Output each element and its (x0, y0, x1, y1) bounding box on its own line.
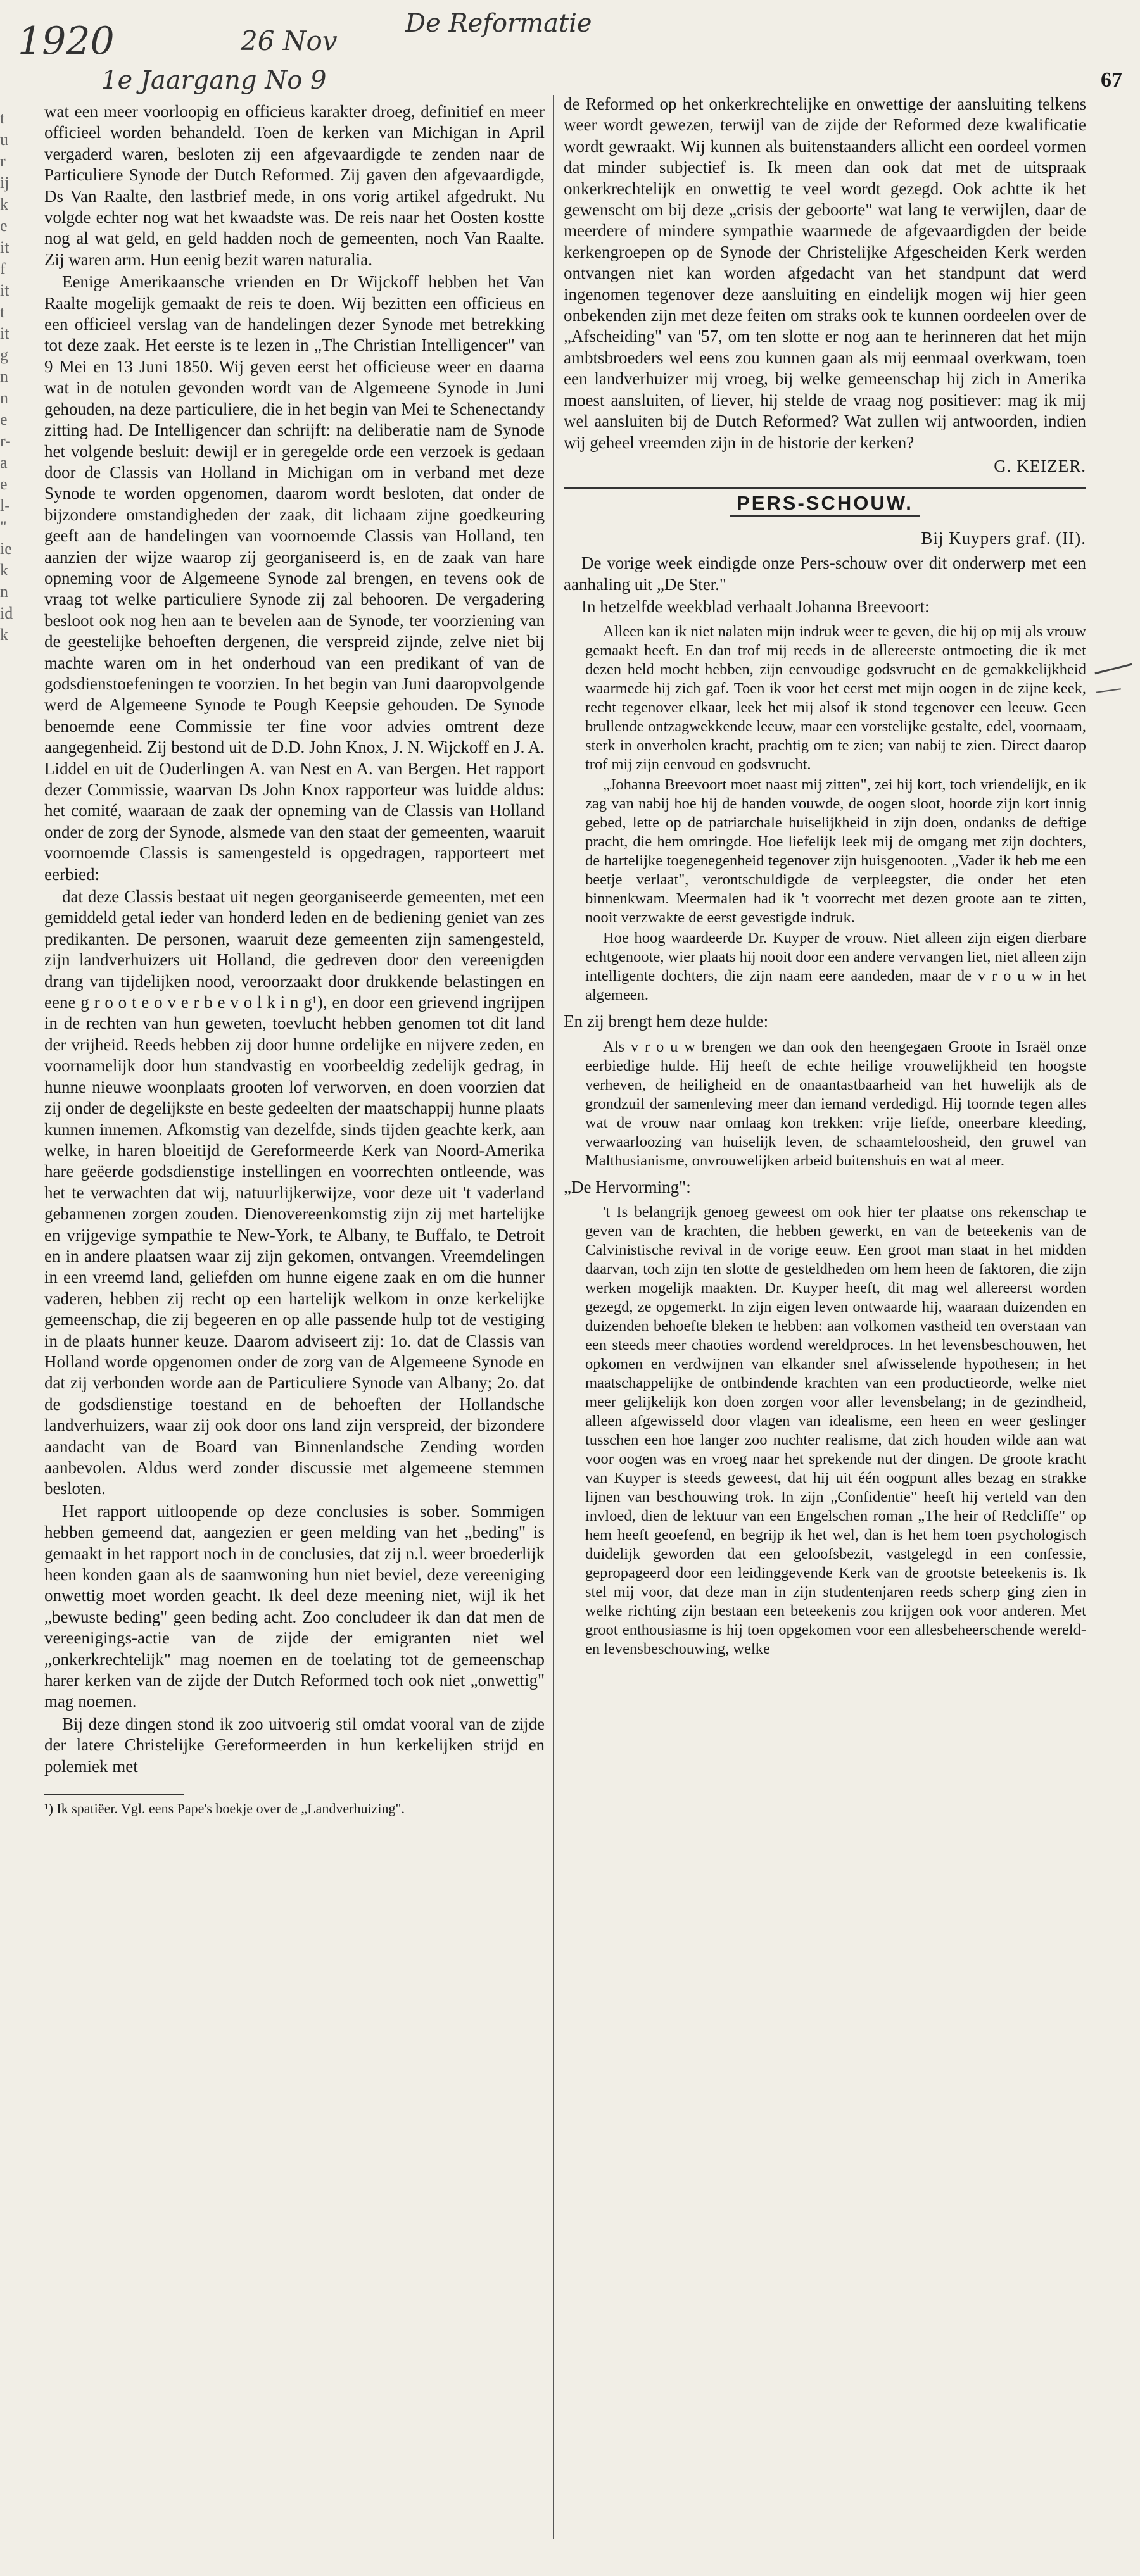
section-divider (564, 487, 1086, 489)
handwritten-date: 26 Nov (241, 25, 338, 56)
footnote-divider (44, 1794, 184, 1795)
left-paragraph: dat deze Classis bestaat uit negen georganiseerde gemeenten, met een gemiddeld getal ieder van honderd leden en de bediening geniet van zes predikanten. De personen, waaruit deze gemeenten zijn samengesteld, zijn landverhuizers uit Holland, die gedreven door den vereenigden drang van tijdelijken nood, veroorzaakt door drukkende belastingen en eene g r o o t e o v e r b e v o l k i n g¹), en door een grievend ingrijpen in de rechten van hun geweten, toevlucht hebben genomen tot dit land der vrijheid. Reeds hebben zij door hunne ordelijke en nijvere zeden, en voornamelijk door hun standvastig en voorbeeldig zedelijk gedrag, in hunne nieuwe woonplaats grooten lof verworven, en doen voorzien dat zij onder de degelijkste en beste gedeelten der maatschappij hunne plaats kunnen innemen. Afkomstig van dezelfde, sinds tijden geachte kerk, aan welke, in haren bloeitijd de Gereformeerde Kerk van Noord-Amerika hare geëerde godsdienstige instellingen en voorrechten ontleende, was het te verwachten dat wij, natuurlijkerwijze, voor deze uit 't vaderland gebannenen zorgen zouden. Dienovereenkomstig zijn zij met hartelijke en vrijgevige sympathie te New-York, te Albany, te Buffalo, te Detroit en in andere plaatsen waar zij zijn gekomen, ontvangen. Vreemdelingen in een vreemd land, geliefden om hunne eigene zaak en om die hunner vaderen, hebben zij recht op een hartelijk welkom in onze kerkelijke gemeenschap, die zij begeeren en op alle passende hulp tot de vestiging in de plaats hunner keuze. Daarom adviseert zij: 1o. dat de Classis van Holland worde opgenomen onder de zorg van de Algemeene Synode en dat zij verbonden worde aan de Particuliere Synode van Albany; 2o. dat de godsdienstige toestand en de behoeften der Hollandsche landverhuizers, waar zij ook door ons land zijn verspreid, der bizondere aandacht van de Board van Binnenlandsche Zending worden aanbevolen. Aldus werd zonder discussie met algemeene stemmen besloten. (44, 887, 545, 1498)
handwritten-mark (1095, 663, 1132, 674)
quote-paragraph: Alleen kan ik niet nalaten mijn indruk weer te geven, die hij op mij als vrouw gemaakt heeft. En dan trof mij reeds in de allereerste ontmoeting die ik met dezen held mocht hebben, zijn eenvoudige godsvrucht en de gemakkelijkheid waarmede hij zich gaf. Toen ik voor het eerst met mijn oogen in de zijne keek, recht tegenover elkaar, leek het mij alsof ik stond tegenover een leeuw. Geen brullende ontzagwekkende leeuw, maar een vorstelijke gestalte, edel, voornaam, sterk in onverholen kracht, prachtig om te zien; van nabij te zien. Direct daarop trof mij zijn eenvoud en godsvrucht. (585, 623, 1086, 774)
intro-paragraph: In hetzelfde weekblad verhaalt Johanna Breevoort: (581, 596, 930, 616)
handwritten-mark (1096, 688, 1121, 693)
right-column (564, 94, 1086, 1665)
handwritten-year: 1920 (18, 19, 115, 63)
quote-hervorming (585, 1203, 1086, 1659)
handwritten-paper-name: De Reformatie (405, 9, 592, 38)
author-signature: G. KEIZER. (994, 456, 1086, 475)
intro-paragraph: De vorige week eindigde onze Pers-schouw over dit onderwerp met een aanhaling uit „De Ster." (564, 553, 1086, 594)
section-title: PERS-SCHOUW. (737, 492, 913, 515)
quote-paragraph: „Johanna Breevoort moet naast mij zitten", zei hij kort, toch vriendelijk, en ik zag van nabij hoe hij de handen vouwde, de oogen sloot, hoorde zijn kort innig gebed, lette op de patriarchale huiselijkheid in zijn doen, ondanks de deftige pracht, die hem omringde. Hoe liefelijk leek mij de omgang met zijn dochters, de hartelijke toegenegenheid tegenover zijn huisgenooten. „Vader ik heb me een beetje verlaat", verontschuldigde de verpleegster, die onder het eten binnenkwam. Meermalen had ik 't voorrecht met dezen groote aan te zitten, nooit verzwakte de eerst gevestigde indruk. (585, 776, 1086, 927)
left-paragraph: wat een meer voorloopig en officieus karakter droeg, definitief en meer officieel worden behandeld. Toen de kerken van Michigan in April vergaderd waren, besloten zij een afgevaardigde te zenden naar de Particuliere Synode der Dutch Reformed. Zij gaven den afgevaardigde, Ds Van Raalte, den lastbrief mede, in ons vorig artikel afgedrukt. Nu volgde echter nog wat het kwaadste was. De reis naar het Oosten kostte nog al wat geld, en geld hadden noch de gemeenten, noch Van Raalte. Zij waren arm. Hun eenig bezit waren naturalia. (44, 102, 545, 269)
article-subtitle: Bij Kuypers graf. (II). (921, 528, 1086, 548)
handwritten-volume: 1e Jaargang No 9 (101, 66, 327, 95)
transition-line: En zij brengt hem deze hulde: (564, 1012, 769, 1031)
quote-paragraph: 't Is belangrijk genoeg geweest om ook hier ter plaatse ons rekenschap te geven van de krachten, die hebben gewerkt, en van de beteekenis van de Calvinistische revival in de vorige eeuw. Een groot man staat in het midden daarvan, toch zijn ten slotte de gesteldheden om hem heen de faktoren, die zijn werken mogelijk maakten. Dr. Kuyper heeft, dit mag wel allereerst worden gezegd, ze opgemerkt. In zijn eigen leven ontwaarde hij, waaraan duizenden en duizenden behoefte bleken te hebben: aan volkomen vastheid ten overstaan van een steeds meer chaoties wordend wereldproces. In het levensbeschouwen, het opkomen en verdwijnen van elkander snel afwisselende hypothesen; in het maatschappelijke de ontbindende krachten van een productieorde, welke niet meer gelijkelijk kon doen zorgen voor aller levensbelang; in de gezindheid, alleen afgewisseld door vlagen van idealisme, een heen en weer geslinger tusschen een hoe langer zoo nuchter realisme, dat zich houden wilde aan wat voor oogen was en vroeg naar het sprekende nut der dingen. De groote kracht van Kuyper is steeds geweest, dat hij uit één oogpunt alles bezag en strakke lijnen van beschouwing trok. In zijn „Confidentie" heeft hij verteld van den invloed, dien de lektuur van een Engelschen roman „The heir of Redcliffe" op hem heeft geoefend, en begrijp ik het wel, dan is het hem toen psychologisch duidelijk geworden dat een geloofsbezit, vastgelegd in een confessie, gepropageerd door een leidinggevende Kerk van de grootste beteekenis is. Ik stel mij voor, dat deze man in zijn studentenjaren reeds scherp ging zien in welke richting zijn bestaan een beteekenis zou krijgen ook voor anderen. Met groot enthousiasme is hij toen opgekomen voor een allesbeheerschende wereld- en levensbeschouwing, welke (585, 1203, 1086, 1658)
left-paragraph: Bij deze dingen stond ik zoo uitvoerig stil omdat vooral van de zijde der latere Christelijke Gereformeerden in hun kerkelijken strijd en polemiek met (44, 1714, 545, 1776)
column-divider (553, 95, 554, 2539)
quote-paragraph: Hoe hoog waardeerde Dr. Kuyper de vrouw. Niet alleen zijn eigen dierbare echtgenoote, wier plaats hij nooit door een andere vervangen liet, niet alleen zijn intelligente dochters, die zijn naam eere aandeden, maar de v r o u w in het algemeen. (585, 929, 1086, 1004)
left-column (44, 101, 545, 1817)
footnote: ¹) Ik spatiëer. Vgl. eens Pape's boekje over de „Landverhuizing". (44, 1800, 405, 1816)
title-underline (730, 515, 920, 517)
page-number: 67 (1101, 68, 1122, 92)
left-paragraph: Eenige Amerikaansche vrienden en Dr Wijckoff hebben het Van Raalte mogelijk gemaakt de reis te doen. Wij bezitten een officieus en een officieel verslag van de handelingen dezer Synode met betrekking tot deze zaak. Het eerste is te lezen in „The Christian Intelligencer" van 9 Mei en 13 Juni 1850. Wij geven eerst het officieuse weer en daarna wat in de notulen gevonden wordt van de Algemeene Synode in Juni gehouden, na deze particuliere, die in het begin van Mei te Schenectandy zitting had. De Intelligencer dan schrijft: na deliberatie nam de Synode het volgende besluit: dewijl er in geregelde orde een verzoek is gedaan door de Classis van Holland in Michigan om in verband met deze Synode te worden opgenomen, daarom wordt besloten, dat onder de bijzondere omstandigheden der zaak, dit lichaam zijne goedkeuring geeft aan de handelingen van voornoemde Classis van Holland, ten aanzien der wijze waarop zij georganiseerd is, en de zaak van hare opneming voor de Algemeene Synode zal brengen, en tevens ook de vraag tot welke particuliere Synode zij zal behooren. De vergadering besloot ook nog hen aan te bevelen aan de Synode, ter voorziening van de geestelijke behoeften dergenen, die verspreid zijnde, zelve niet bij machte waren om in het onderhoud van een predikant of van de godsdienstoefeningen te voorzien. In het begin van Juni daaropvolgende werd de Algemeene Synode te Pough Keepsie gehouden. De Synode benoemde eene Commissie ter fine voor advies omtrent deze aangegenheid. Zij bestond uit de D.D. John Knox, J. N. Wijckoff en J. A. Liddel en uit de Ouderlingen A. van Nest en A. van Bergen. Het rapport dezer Commissie, waarvan Ds John Knox rapporteur was luidde aldus: het comité, waaraan de zaak der opneming van de Classis van Holland onder de zorg der Synode, alsmede van den staat der gemeenten, waaruit voornoemde Classis is samengesteld is opgedragen, rapporteert met eerbied: (44, 272, 545, 884)
right-opening-paragraph: de Reformed op het onkerkrechtelijke en onwettige der aansluiting telkens weer wordt gewezen, terwijl van de zijde der Reformed deze kwalificatie wordt gewraakt. Wij kunnen als buitenstaanders allicht een oordeel vormen dat minder subjectief is. Ik meen dan ook dat met de uitspraak onkerkrechtelijk en onwettig te veel wordt gezegd. Ook achtte ik het gewenscht om bij deze „crisis der geboorte" wat lang te verwijlen, daar de meerdere of mindere sympathie waarmede de afgevaardigden der beide kerkengroepen op de Synode der Christelijke Afgescheiden Kerk werden ontvangen niet kan worden afgedacht van het standpunt dat werd ingenomen tegenover deze aansluiting en eindelijk mogen wij hier geen onbekenden zijn met deze feiten om straks ook te kunnen oordeelen over de „Afscheiding" van '57, om ten slotte er nog aan te herinneren dat het mijn ambtsbroeders wel eens zou kunnen gaan als mij eenmaal overkwam, toen een landverhuizer mij vroeg, bij welke gemeenschap hij zich in Amerika moest aansluiten, of liever, hij stelde de vraag nog positiever: mag ik mij wel aansluiten bij de Dutch Reformed? Wat zullen wij antwoorden, indien wij geheel vreemden zijn in de historie der kerken? (564, 94, 1086, 452)
left-paragraph: Het rapport uitloopende op deze conclusies is sober. Sommigen hebben gemeend dat, aangezien er geen melding van het „beding" is gemaakt in het rapport noch in de conclusies, dat zij n.l. weer broederlijk heen konden gaan als de saamwoning hun niet beviel, deze vereeniging onwettig moet worden geacht. Ik deel deze meening niet, wijl ik het „bewuste beding" geen beding acht. Zoo concludeer ik dan dat men de vereenigings-actie van de zijde der emigranten niet wel „onkerkrechtelijk" mag noemen en de toelating tot de gemeenschap harer kerken van de zijde der Dutch Reformed toch ook niet „onwettig" mag noemen. (44, 1501, 545, 1711)
quote-hulde (585, 1038, 1086, 1171)
clipped-margin-text: t u r ij k e it f it t it g n n e r- a e l- " ie k n id k (0, 109, 13, 644)
source-label: „De Hervorming": (564, 1177, 691, 1197)
quote-paragraph: Als v r o u w brengen we dan ook den heengegaen Groote in Israël onze eerbiedige hulde. Hij heeft de echte heilige vrouwelijkheid ten hoogste verheven, de heiligheid en de onaantastbaarheid van het huwelijk als de grondzuil der samenleving meer dan iemand verdedigd. Hij toornde tegen alles wat de vrouw naar omlaag kon trekken: vrije liefde, oneerbare kleeding, verwaarloozing van huiselijk leven, de schaamteloosheid, den gruwel van Malthusianisme, onvrouwelijken arbeid buitenshuis en wat al meer. (585, 1038, 1086, 1169)
quote-breevoort (585, 622, 1086, 1005)
